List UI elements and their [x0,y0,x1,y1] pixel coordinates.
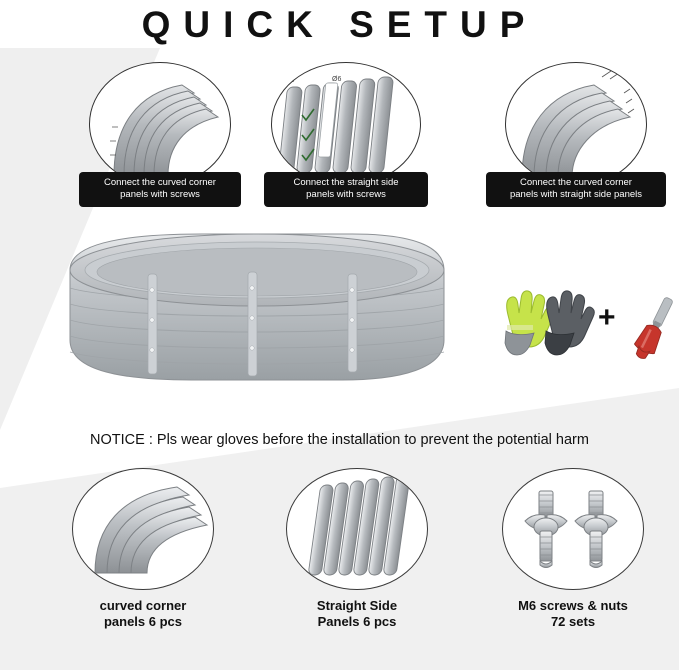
part-3-label-line1: M6 screws & nuts [518,598,628,613]
notice-text: NOTICE : Pls wear gloves before the installation to prevent the potential harm [90,432,589,448]
step-2-caption-line2: panels with screws [306,189,386,200]
step-2 [248,62,444,207]
step-3-caption-line1: Connect the curved corner [520,177,632,188]
part-3-label [468,598,678,630]
screws-and-nuts-icon [503,469,643,589]
curved-corner-panels-icon [90,63,230,185]
tools-group [500,285,679,365]
step-1-caption-line2: panels with screws [120,189,200,200]
oval-raised-garden-bed-icon [52,228,452,428]
part-2-label-line1: Straight Side [316,598,398,613]
step-2-caption [264,172,428,207]
corner-to-side-join-icon [506,63,646,185]
step-3-number: 3 [516,67,525,86]
part-2-illustration [286,468,428,590]
step-1-illustration [89,62,231,186]
curved-corner-panels-bundle-icon [73,469,213,589]
steps-row [0,62,679,227]
part-curved-corner-panels [38,468,248,630]
plus-symbol: + [598,301,616,334]
part-1-illustration [72,468,214,590]
part-straight-side-panels [252,468,462,630]
step-1-caption-line1: Connect the curved corner [104,177,216,188]
step-1-number: 1 [100,67,109,86]
part-1-label-line1: curved corner [99,598,187,613]
step-3-illustration [505,62,647,186]
protective-gloves-icon [500,285,595,361]
step-3-caption [486,172,666,207]
step-2-number: 2 [286,67,295,86]
part-screws-and-nuts [468,468,678,630]
svg-text:Ø6: Ø6 [332,76,342,83]
part-3-illustration [502,468,644,590]
parts-row [0,468,679,658]
part-1-label [38,598,248,630]
step-3-caption-line2: panels with straight side panels [509,189,643,200]
page-title: QUICK SETUP [141,4,538,45]
product-image [52,228,452,428]
step-1 [62,62,258,207]
part-3-label-line2: 72 sets [550,614,596,629]
step-1-caption [79,172,241,207]
straight-side-panels-bundle-icon [287,469,427,589]
part-1-label-line2: panels 6 pcs [103,614,183,629]
step-3 [478,62,674,207]
screwdriver-icon [624,291,679,367]
part-2-label [252,598,462,630]
step-2-illustration [271,62,421,186]
part-2-label-line2: Panels 6 pcs [317,614,397,629]
step-2-caption-line1: Connect the straight side [293,177,399,188]
